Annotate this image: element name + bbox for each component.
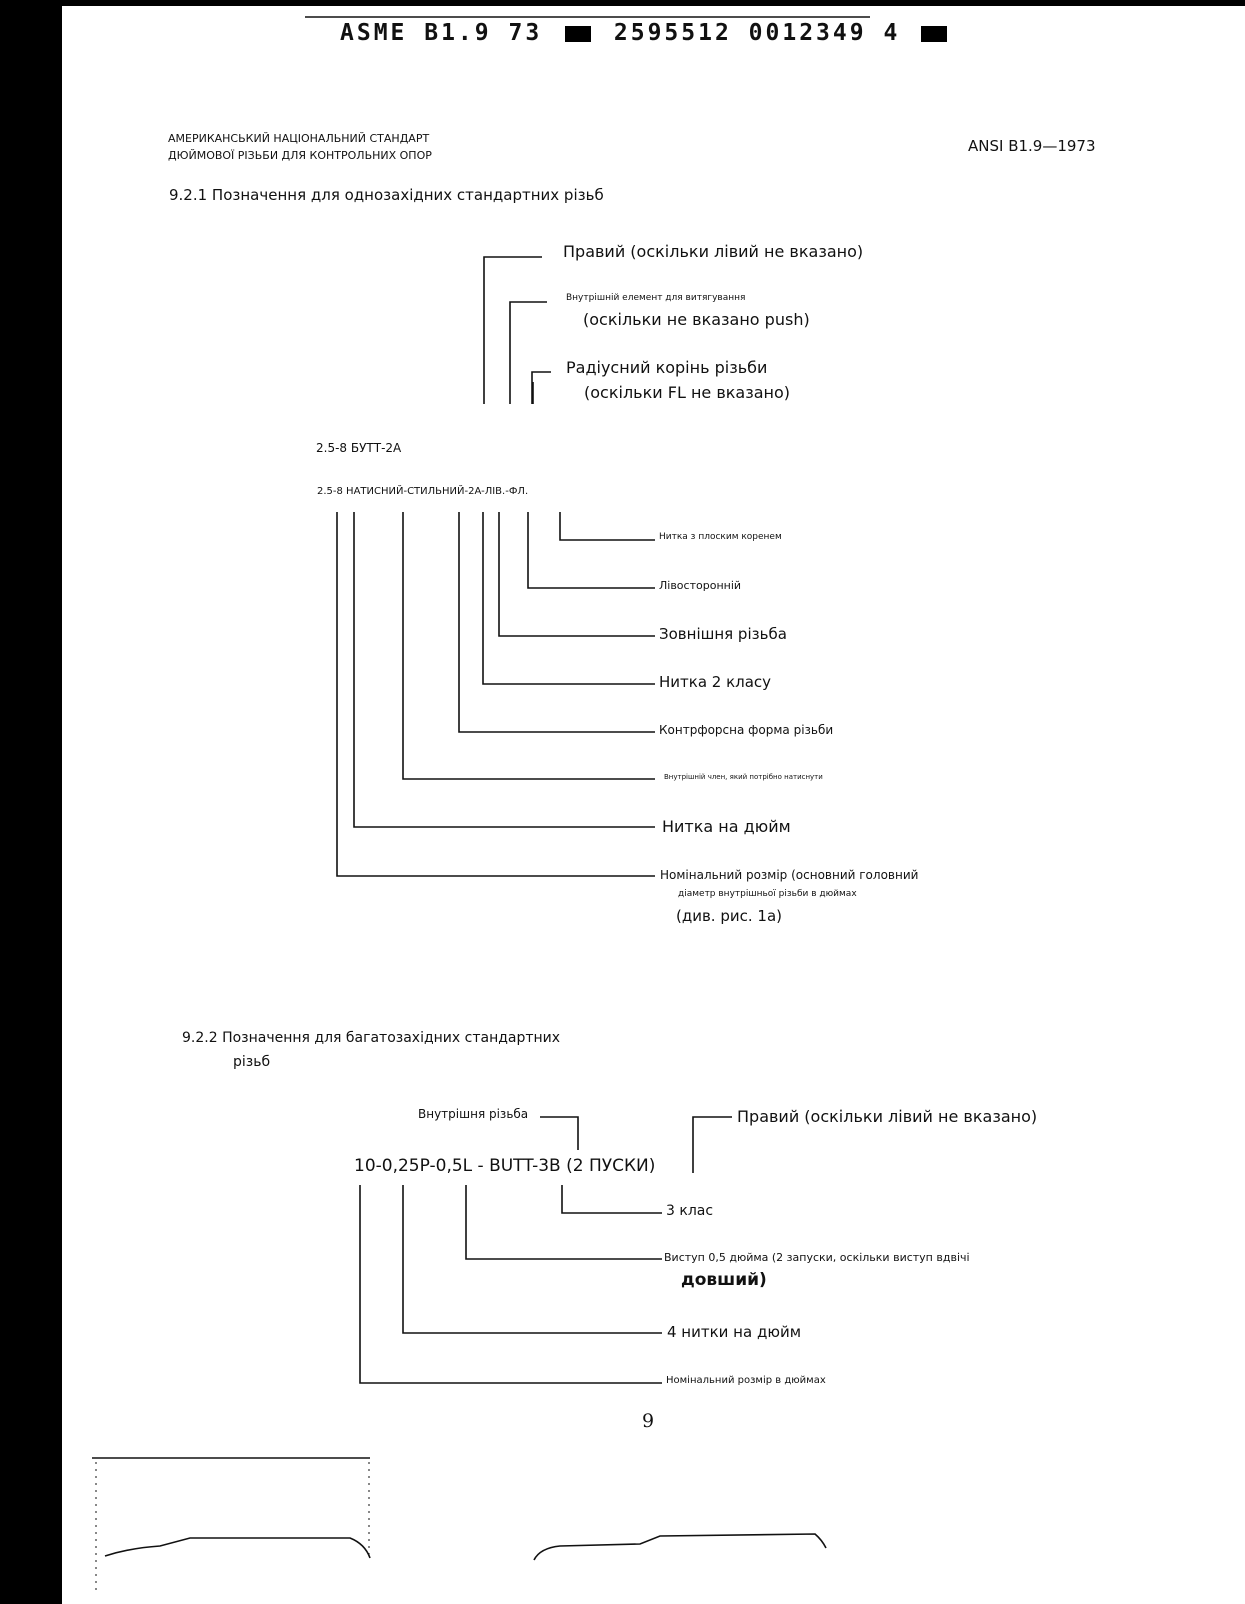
bracket-external: [499, 512, 655, 636]
bracket-internal-thread: [540, 1117, 578, 1150]
scan-header: [340, 20, 947, 46]
callout-internal-thread: Внутрішня різьба: [418, 1107, 529, 1121]
callout-right-hand-2: Правий (оскільки лівий не вказано): [737, 1107, 1038, 1126]
callout-internal-pull-2: (оскільки не вказано push): [583, 310, 810, 329]
bracket-left-hand: [528, 512, 655, 588]
callout-radius-root-2: (оскільки FL не вказано): [584, 383, 791, 402]
scan-artifact-left: [92, 1458, 370, 1558]
bracket-right-hand: [484, 257, 542, 404]
scan-header-code: ASME B1.9 73: [340, 20, 543, 46]
callout-push-member: Внутрішній член, який потрібно натиснути: [664, 773, 823, 781]
example-designation-2: 2.5-8 НАТИСНИЙ-СТИЛЬНИЙ-2A-ЛІВ.-ФЛ.: [317, 486, 529, 497]
callout-lead-2: довший): [681, 1270, 767, 1290]
bracket-nominal: [337, 512, 655, 876]
redaction-block: [565, 26, 591, 42]
running-header-left-2: ДЮЙМОВОЇ РІЗЬБИ ДЛЯ КОНТРОЛЬНИХ ОПОР: [168, 149, 432, 162]
callout-internal-pull-1: Внутрішній елемент для витягування: [566, 293, 746, 303]
bracket-class2: [483, 512, 655, 684]
section-922-heading-2: різьб: [233, 1054, 271, 1070]
callout-lead-1: Виступ 0,5 дюйма (2 запуски, оскільки виступ вдвічі: [664, 1251, 970, 1264]
callout-tpi: Нитка на дюйм: [662, 817, 791, 836]
scan-header-number: 2595512 0012349 4: [613, 20, 901, 46]
bracket-nominal-2: [360, 1185, 662, 1383]
bracket-buttress: [459, 512, 655, 732]
callout-external: Зовнішня різьба: [659, 625, 787, 643]
callout-class3: 3 клас: [666, 1203, 714, 1219]
callout-buttress-form: Контрфорсна форма різьби: [659, 723, 834, 737]
callout-radius-root-1: Радіусний корінь різьби: [566, 358, 768, 377]
bracket-class3: [562, 1185, 662, 1213]
callout-nominal-1: Номінальний розмір (основний головний: [660, 868, 919, 882]
multi-start-designation: 10-0,25P-0,5L - BUTT-3B (2 ПУСКИ): [354, 1156, 656, 1176]
callout-nominal-3: (див. рис. 1а): [676, 907, 782, 925]
scan-artifact-right: [534, 1534, 826, 1560]
callout-nominal-2: діаметр внутрішньої різьби в дюймах: [678, 889, 857, 899]
section-922-heading-1: 9.2.2 Позначення для багатозахідних стандартних: [182, 1030, 561, 1046]
running-header-right: ANSI B1.9—1973: [968, 137, 1096, 155]
callout-tpi-2: 4 нитки на дюйм: [667, 1323, 802, 1341]
bracket-flat-root: [560, 512, 655, 540]
callout-nominal-size: Номінальний розмір в дюймах: [666, 1375, 826, 1386]
example-designation-1: 2.5-8 БУТТ-2A: [316, 441, 402, 455]
bracket-right-hand-2: [693, 1117, 732, 1173]
bracket-push: [403, 512, 655, 779]
bracket-lead: [466, 1185, 662, 1259]
redaction-block-2: [921, 26, 947, 42]
bracket-radius-root: [532, 372, 551, 404]
page-number: 9: [642, 1410, 655, 1432]
running-header-left-1: АМЕРИКАНСЬКИЙ НАЦІОНАЛЬНИЙ СТАНДАРТ: [168, 132, 430, 145]
callout-left-hand: Лівосторонній: [659, 579, 742, 592]
section-921-heading: 9.2.1 Позначення для однозахідних стандартних різьб: [169, 186, 604, 204]
callout-flat-root: Нитка з плоским коренем: [659, 532, 782, 542]
callout-right-hand: Правий (оскільки лівий не вказано): [563, 242, 864, 261]
callout-class2: Нитка 2 класу: [659, 673, 772, 691]
bracket-internal-pull: [510, 302, 547, 404]
